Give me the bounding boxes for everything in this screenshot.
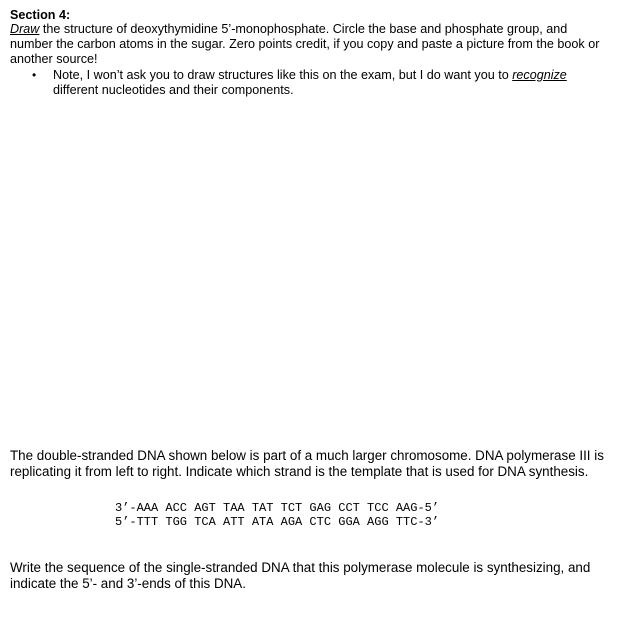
dna-strand-top: 3’-AAA ACC AGT TAA TAT TCT GAG CCT TCC AAG-5’: [115, 501, 440, 515]
note-text-before: Note, I won’t ask you to draw structures like this on the exam, but I do want you to: [53, 68, 513, 82]
draw-word: Draw: [10, 22, 40, 36]
note-text: [53, 68, 598, 97]
dna-strand-bottom: 5’-TTT TGG TCA ATT ATA AGA CTC GGA AGG TTC-3’: [115, 515, 440, 529]
bullet-icon: •: [32, 68, 37, 82]
draw-instructions-text: the structure of deoxythymidine 5’-monophosphate. Circle the base and phosphate group, and number the carbon atoms in the sugar. Zero points credit, if you copy and paste a picture from the book or another source!: [10, 22, 600, 67]
write-sequence-question: Write the sequence of the single-stranded DNA that this polymerase molecule is synthesizing, and indicate the 5’- and 3’-ends of this DNA.: [10, 560, 591, 592]
draw-instructions: [10, 22, 605, 68]
dna-question: The double-stranded DNA shown below is part of a much larger chromosome. DNA polymerase III is replicating it from left to right. Indicate which strand is the template that is used for DNA synthesis.: [10, 448, 604, 480]
section-title: Section 4:: [10, 8, 71, 22]
recognize-word: recognize: [512, 68, 567, 82]
note-text-after: different nucleotides and their components.: [53, 82, 294, 97]
